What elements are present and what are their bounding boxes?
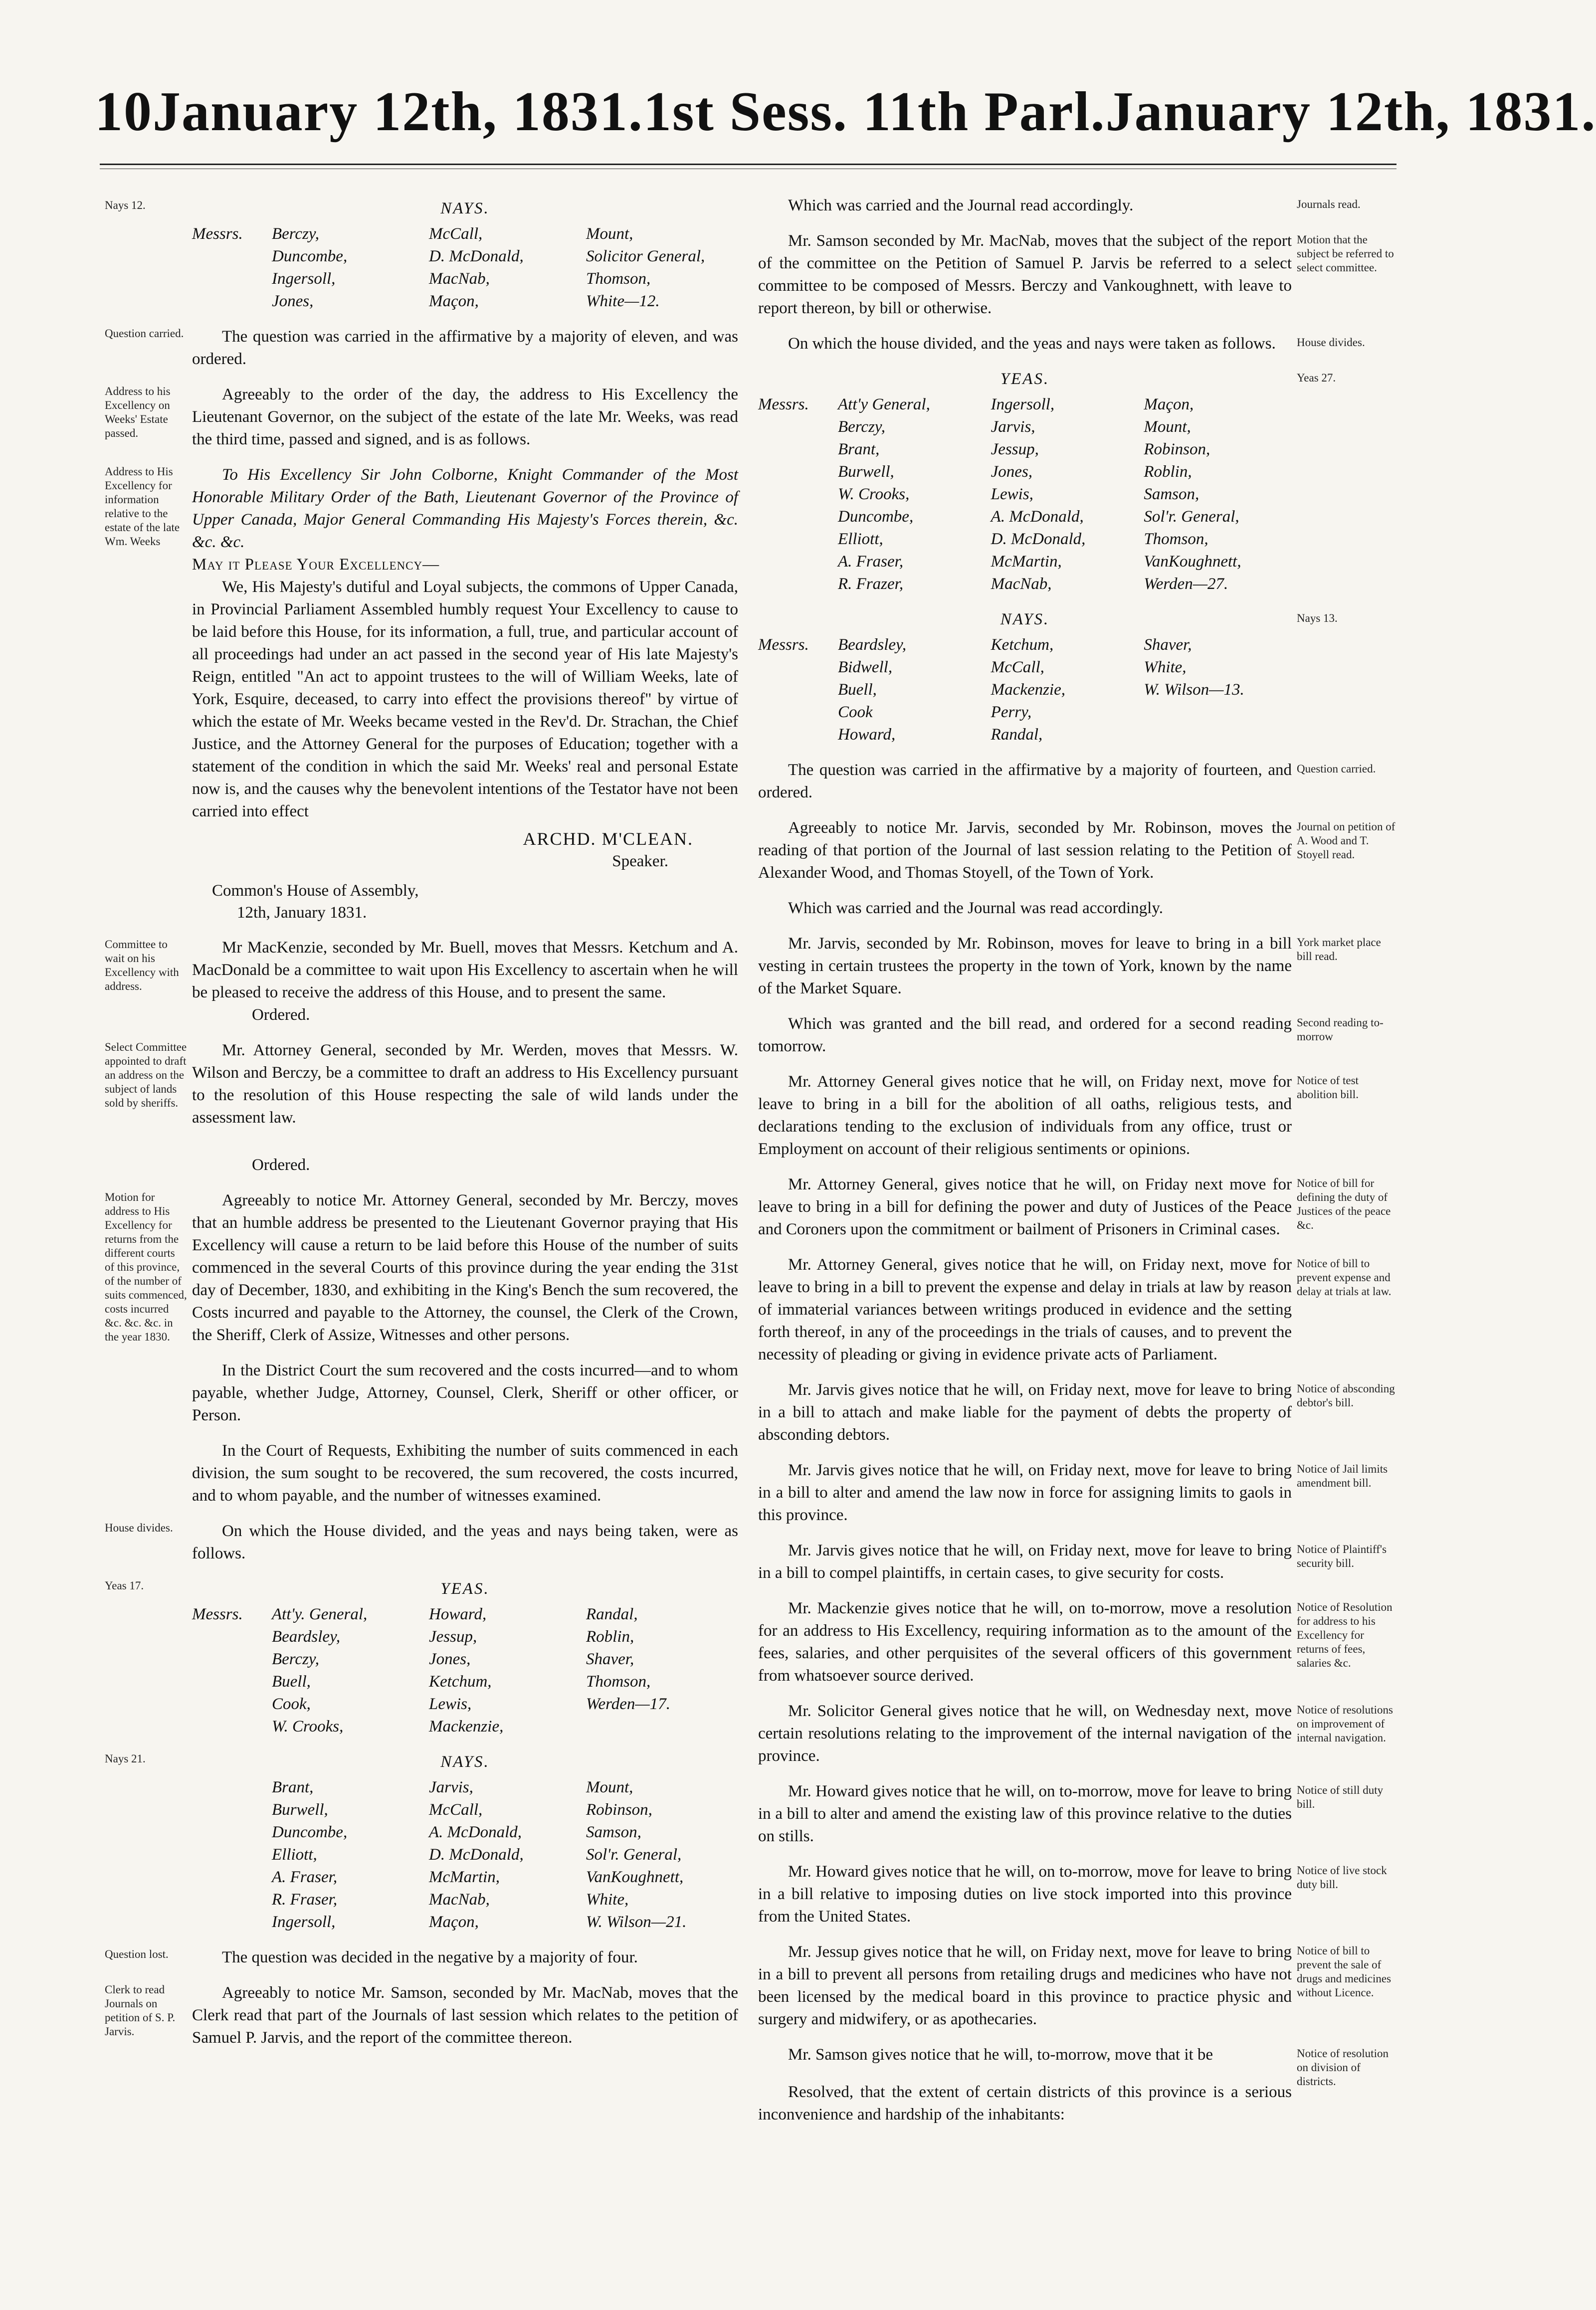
margin-note: Motion for address to His Excellency for returns from the different courts of this province, of the number of suits commenced, costs incurred &c. &c. &c. in the year 1830. <box>105 1191 187 1343</box>
nays12-block <box>105 197 738 313</box>
paragraph: Agreeably to notice Mr. Jarvis, seconded by Mr. Robinson, moves the reading of that portion of the Journal of last session relating to the Petition of Alexander Wood, and Thomas Stoyell, of the Town of York. <box>758 819 1292 882</box>
ordered: Ordered. <box>252 1006 310 1024</box>
paragraph: Mr. Attorney General, gives notice that he will, on Friday next move for leave to bring in a bill for defining the power and duty of Justices of the Peace and Coroners upon the commitment or bailment of Prisoners in Criminal cases. <box>758 1175 1292 1238</box>
select-committee-block <box>105 1039 738 1176</box>
name-cell: Brant, <box>272 1778 314 1796</box>
name-cell: Beardsley, <box>272 1628 341 1646</box>
name-cell: McMartin, <box>429 1868 500 1886</box>
name-cell: D. McDonald, <box>429 1846 524 1864</box>
paragraph: Agreeably to notice Mr. Samson, seconded by Mr. MacNab, moves that the Clerk read that part of the Journals of last session which relates to the petition of Samuel P. Jarvis, and the report of the committee thereon. <box>192 1984 738 2047</box>
name-cell <box>192 1821 267 1844</box>
margin-note: Clerk to read Journals on petition of S. P. Jarvis. <box>105 1983 176 2038</box>
name-cell: D. McDonald, <box>429 247 524 265</box>
name-cell: Howard, <box>429 1605 487 1623</box>
name-cell: Brant, <box>838 440 880 458</box>
signature: ARCHD. M'CLEAN. <box>523 829 693 849</box>
name-cell <box>758 701 833 724</box>
name-cell: Lewis, <box>429 1695 472 1713</box>
name-cell: Messrs. <box>758 395 809 413</box>
paragraph: Agreeably to notice Mr. Attorney General, seconded by Mr. Berczy, moves that an humble address be presented to the Lieutenant Governor praying that His Excellency will cause a return to be laid before this House of the number of suits commenced in the several Courts of this province during the year ending the 31st day of December, 1830, and exhibiting in the King's Bench the sum recovered, the Costs incurred and payable to the Attorney, the counsel, the Clerk of the Crown, the Sheriff, Clerk of Assize, Witnesses and other persons. <box>192 1191 738 1344</box>
name-cell <box>758 679 833 701</box>
nays21-block <box>105 1751 738 1933</box>
margin-note: Notice of bill to prevent the sale of drugs and medicines without Licence. <box>1297 1944 1392 1999</box>
justices-block <box>758 1173 1396 1241</box>
name-cell: VanKoughnett, <box>586 1868 684 1886</box>
margin-note: Notice of test abolition bill. <box>1297 1074 1359 1101</box>
margin-note: Notice of Resolution for address to his Excellency for returns of fees, salaries &c. <box>1297 1601 1393 1669</box>
paragraph: On which the House divided, and the yeas and nays being taken, were as follows. <box>192 1522 738 1562</box>
fees-resolution-block <box>758 1597 1396 1687</box>
wood-stoyell-block <box>758 817 1396 884</box>
districts-block <box>758 2044 1396 2126</box>
paragraph: Mr. Attorney General, gives notice that he will, on Friday next, move for leave to bring in a bill to prevent the expense and delay in trials at law by reason of immaterial variances between writings produced in evidence and the setting forth thereof, in any of the proceedings in the trials of causes, and to prevent the necessity of pleading or giving in evidence private acts of Parliament. <box>758 1256 1292 1363</box>
header-rule <box>100 164 1396 165</box>
absconding-block <box>758 1379 1396 1446</box>
margin-note: Nays 12. <box>105 199 146 211</box>
name-cell: A. Fraser, <box>838 553 904 571</box>
page-number: 10 <box>95 81 153 143</box>
commons-house: Common's House of Assembly, <box>212 882 419 900</box>
name-cell <box>1144 724 1292 746</box>
journal-read-block <box>758 897 1396 920</box>
margin-note: Nays 13. <box>1297 612 1338 624</box>
salutation: May it Please Your Excellency— <box>192 556 440 574</box>
paragraph: Mr. Jessup gives notice that he will, on Friday next, move for leave to bring in a bill to prevent all persons from retailing drugs and medicines who have not been licensed by the medical board in this province to practice physic and surgery and midwifery, or as apothecaries. <box>758 1943 1292 2028</box>
left-column <box>105 194 738 2062</box>
name-cell: Burwell, <box>838 463 894 481</box>
name-cell <box>1144 701 1292 724</box>
returns-motion-block <box>105 1189 738 1347</box>
margin-note: Notice of resolutions on improvement of internal navigation. <box>1297 1704 1393 1744</box>
name-cell: Thomson, <box>586 1673 651 1691</box>
name-cell: W. Wilson—13. <box>1144 681 1244 699</box>
name-cell <box>758 416 833 438</box>
name-cell: VanKoughnett, <box>1144 553 1241 571</box>
name-cell: Ingersoll, <box>991 395 1055 413</box>
name-cell: MacNab, <box>429 270 490 288</box>
name-cell <box>758 656 833 679</box>
name-cell: Berczy, <box>272 1650 319 1668</box>
nays13-names <box>758 634 1292 746</box>
name-cell <box>192 1911 267 1933</box>
margin-note: Question lost. <box>105 1948 169 1960</box>
name-cell: Randal, <box>991 726 1043 744</box>
test-abolition-block <box>758 1071 1396 1160</box>
name-cell: McCall, <box>429 225 483 243</box>
name-cell: Duncombe, <box>838 508 914 526</box>
name-cell: McMartin, <box>991 553 1062 571</box>
name-cell: Mackenzie, <box>429 1718 504 1735</box>
name-cell: Ketchum, <box>991 636 1054 654</box>
name-cell <box>758 528 833 551</box>
name-cell: Maçon, <box>429 292 479 310</box>
name-cell <box>192 1626 267 1648</box>
name-cell: Jones, <box>991 463 1033 481</box>
paragraph: Mr. Mackenzie gives notice that he will, on to-morrow, move a resolution for an address to His Excellency, requiring information as to the amount of the fees, salaries, and other perquisites of the several officers of this government from whatsoever source derived. <box>758 1599 1292 1685</box>
yeas27-block <box>758 368 1396 595</box>
name-cell <box>192 245 267 268</box>
paragraph: Which was carried and the Journal read accordingly. <box>788 196 1134 214</box>
name-cell: A. McDonald, <box>991 508 1084 526</box>
margin-note: Question carried. <box>1297 763 1376 775</box>
margin-note: Address to His Excellency for information relative to the estate of the late Wm. Weeks <box>105 465 180 548</box>
margin-note: Question carried. <box>105 327 184 340</box>
nays13-block <box>758 608 1396 746</box>
name-cell: Messrs. <box>758 636 809 654</box>
name-cell: Elliott, <box>272 1846 317 1864</box>
margin-note: York market place bill read. <box>1297 936 1381 962</box>
name-cell <box>192 1844 267 1866</box>
margin-note: Nays 21. <box>105 1752 146 1765</box>
name-cell <box>192 1648 267 1671</box>
paragraph: Mr. Jarvis gives notice that he will, on Friday next, move for leave to bring in a bill to compel plaintiffs, in certain cases, to give security for costs. <box>758 1541 1292 1582</box>
name-cell: Jessup, <box>429 1628 477 1646</box>
name-cell: D. McDonald, <box>991 530 1086 548</box>
paragraph: Mr. Howard gives notice that he will, on to-morrow, move for leave to bring in a bill to alter and amend the existing law of this province relative to the duties on stills. <box>758 1782 1292 1845</box>
name-cell: McCall, <box>429 1801 483 1819</box>
paragraph: The question was decided in the negative by a majority of four. <box>222 1948 638 1966</box>
margin-note: Notice of absconding debtor's bill. <box>1297 1382 1395 1409</box>
name-cell <box>192 1776 267 1799</box>
address-to: To His Excellency Sir John Colborne, Knight Commander of the Most Honorable Military Order of the Bath, Lieutenant Governor of the Province of Upper Canada, Major General Commanding His Majesty's Forces therein, &c. &c. &c. <box>192 466 738 551</box>
name-cell <box>192 1671 267 1693</box>
live-stock-block <box>758 1861 1396 1928</box>
name-cell: Randal, <box>586 1605 638 1623</box>
name-cell <box>758 461 833 483</box>
name-cell: W. Crooks, <box>272 1718 344 1735</box>
name-cell: Buell, <box>272 1673 311 1691</box>
district-court-block <box>105 1359 738 1427</box>
margin-note: Committee to wait on his Excellency with address. <box>105 938 179 992</box>
margin-note: Journal on petition of A. Wood and T. Stoyell read. <box>1297 820 1396 861</box>
delay-trials-block <box>758 1254 1396 1366</box>
name-cell: Buell, <box>838 681 877 699</box>
second-reading-block <box>758 1013 1396 1058</box>
name-cell: Ketchum, <box>429 1673 492 1691</box>
yeas27-names <box>758 393 1292 595</box>
question-carried-block <box>105 326 738 371</box>
name-cell <box>758 506 833 528</box>
name-cell: W. Wilson—21. <box>586 1913 687 1931</box>
nays-heading: NAYS. <box>440 1753 490 1771</box>
question-carried-block <box>758 759 1396 804</box>
paragraph: Which was granted and the bill read, and ordered for a second reading tomorrow. <box>758 1015 1292 1055</box>
name-cell: Jones, <box>272 292 314 310</box>
house-divides-block <box>105 1520 738 1565</box>
name-cell: Mount, <box>586 225 633 243</box>
margin-note: Notice of resolution on division of districts. <box>1297 2047 1389 2088</box>
name-cell: Cook, <box>272 1695 311 1713</box>
name-cell: Jessup, <box>991 440 1039 458</box>
name-cell: Werden—27. <box>1144 575 1228 593</box>
name-cell: Thomson, <box>1144 530 1208 548</box>
margin-note: Notice of Plaintiff's security bill. <box>1297 1543 1387 1569</box>
margin-note: Notice of still duty bill. <box>1297 1784 1384 1810</box>
clerk-read-block <box>105 1982 738 2049</box>
margin-note: Notice of Jail limits amendment bill. <box>1297 1463 1388 1489</box>
name-cell: Robinson, <box>1144 440 1210 458</box>
name-cell <box>192 290 267 313</box>
yeas17-block <box>105 1578 738 1738</box>
paragraph: Which was carried and the Journal was read accordingly. <box>788 899 1163 917</box>
samson-motion-block <box>758 230 1396 320</box>
name-cell: Thomson, <box>586 270 651 288</box>
nays21-names <box>192 1776 738 1933</box>
paragraph: Mr. Jarvis gives notice that he will, on Friday next, move for leave to bring in a bill to attach and make liable for the payment of debts the property of absconding debtors. <box>758 1381 1292 1444</box>
address-weeks-block <box>105 384 738 451</box>
ordered: Ordered. <box>252 1156 310 1174</box>
margin-note: Notice of bill for defining the duty of Justices of the peace &c. <box>1297 1177 1391 1231</box>
paragraph: Agreeably to the order of the day, the address to His Excellency the Lieutenant Governor, on the subject of the estate of the late Mr. Weeks, was read the third time, passed and signed, and is as follows. <box>192 385 738 448</box>
name-cell: MacNab, <box>991 575 1052 593</box>
name-cell <box>192 268 267 290</box>
margin-note: Yeas 27. <box>1297 372 1336 384</box>
name-cell: McCall, <box>991 658 1044 676</box>
paragraph: Mr. Howard gives notice that he will, on to-morrow, move for leave to bring in a bill relative to imposing duties on live stock imported into this province from the United States. <box>758 1863 1292 1925</box>
house-divides-block <box>758 333 1396 355</box>
margin-note: Journals read. <box>1297 198 1361 210</box>
name-cell <box>586 1716 738 1738</box>
paragraph: In the Court of Requests, Exhibiting the number of suits commenced in each division, the sum sought to be recovered, the sum recovered, the costs incurred, and to whom payable, and the number of witnesses examined. <box>192 1442 738 1505</box>
name-cell <box>758 573 833 595</box>
margin-note: Notice of live stock duty bill. <box>1297 1864 1387 1891</box>
name-cell <box>758 483 833 506</box>
paragraph: The question was carried in the affirmative by a majority of eleven, and was ordered. <box>192 328 738 368</box>
address-body: We, His Majesty's dutiful and Loyal subjects, the commons of Upper Canada, in Provincial Parliament Assembled humbly request Your Excellency to cause to be laid before this House, for its information, a full, true, and particular account of all proceedings had under an act passed in the second year of His late Majesty's Reign, entitled "An act to appoint trustees to the will of William Weeks, late of York, Esquire, deceased, to carry into effect the provisions thereof" by virtue of which the estate of Mr. Weeks became vested in the Rev'd. Dr. Strachan, the Chief Justice, and the Attorney General for the purposes of Education; together with a statement of the condition in which the said Mr. Weeks' real and personal Estate now is, and the causes why the benevolent intentions of the Testator have not been carried into effect <box>192 578 738 820</box>
name-cell: R. Frazer, <box>838 575 904 593</box>
margin-note: House divides. <box>1297 336 1365 349</box>
name-cell: Messrs. <box>192 225 243 243</box>
name-cell: Bidwell, <box>838 658 893 676</box>
margin-note: House divides. <box>105 1522 173 1534</box>
name-cell: Messrs. <box>192 1605 243 1623</box>
name-cell: R. Fraser, <box>272 1891 338 1909</box>
name-cell: Att'y. General, <box>272 1605 368 1623</box>
right-column <box>758 194 1396 2139</box>
page-header <box>95 80 1596 155</box>
name-cell: Howard, <box>838 726 896 744</box>
paragraph: On which the house divided, and the yeas and nays were taken as follows. <box>788 335 1276 353</box>
name-cell: Perry, <box>991 703 1032 721</box>
name-cell: W. Crooks, <box>838 485 910 503</box>
commons-date: 12th, January 1831. <box>237 904 367 922</box>
header-date-left: January 12th, 1831. <box>153 81 643 143</box>
name-cell <box>192 1889 267 1911</box>
name-cell: Mackenzie, <box>991 681 1065 699</box>
name-cell: Jones, <box>429 1650 471 1668</box>
resolved-paragraph: Resolved, that the extent of certain districts of this province is a serious inconvenience and hardship of the inhabitants: <box>758 2083 1292 2123</box>
name-cell: Samson, <box>1144 485 1199 503</box>
name-cell: Mount, <box>1144 418 1191 436</box>
paragraph: Mr. Attorney General, seconded by Mr. Werden, moves that Messrs. W. Wilson and Berczy, be a committee to draft an address to His Excellency pursuant to the resolution of this House respecting the sale of wild lands under the assessment law. <box>192 1041 738 1127</box>
drugs-block <box>758 1941 1396 2031</box>
yeas-heading: YEAS. <box>440 1580 490 1598</box>
name-cell: Att'y General, <box>838 395 930 413</box>
journals-read-block <box>758 194 1396 217</box>
paragraph: Mr. Jarvis gives notice that he will, on Friday next, move for leave to bring in a bill to alter and amend the law now in force for assigning limits to gaols in this province. <box>758 1461 1292 1524</box>
name-cell: Shaver, <box>1144 636 1192 654</box>
nays-heading: NAYS. <box>1000 610 1050 628</box>
court-requests-block <box>105 1440 738 1507</box>
name-cell: Maçon, <box>1144 395 1194 413</box>
name-cell: Beardsley, <box>838 636 907 654</box>
name-cell: Berczy, <box>272 225 319 243</box>
name-cell: Duncombe, <box>272 1823 348 1841</box>
committee-block <box>105 937 738 1026</box>
name-cell: White, <box>1144 658 1187 676</box>
nays-heading: NAYS. <box>440 199 490 217</box>
name-cell <box>758 724 833 746</box>
jail-limits-block <box>758 1459 1396 1527</box>
name-cell <box>758 438 833 461</box>
name-cell: Duncombe, <box>272 247 348 265</box>
yeas17-names <box>192 1603 738 1738</box>
margin-note: Yeas 17. <box>105 1579 144 1592</box>
name-cell: A. McDonald, <box>429 1823 522 1841</box>
paragraph: Mr. Samson gives notice that he will, to-morrow, move that it be <box>788 2046 1213 2064</box>
paragraph: Mr. Samson seconded by Mr. MacNab, moves that the subject of the report of the committee on the Petition of Samuel P. Jarvis be referred to a select committee to be composed of Messrs. Berczy and Vankoughnett, with leave to report thereon, by bill or otherwise. <box>758 232 1292 317</box>
name-cell: Solicitor General, <box>586 247 705 265</box>
paragraph: Mr. Jarvis, seconded by Mr. Robinson, moves for leave to bring in a bill vesting in certain trustees the property in the town of York, known by the name of the Market Square. <box>758 935 1292 997</box>
paragraph: In the District Court the sum recovered and the costs incurred—and to whom payable, whether Judge, Attorney, Counsel, Clerk, Sheriff or other officer, or Person. <box>192 1361 738 1424</box>
paragraph: Mr. Solicitor General gives notice that he will, on Wednesday next, move certain resolutions relating to the improvement of the internal navigation of the province. <box>758 1702 1292 1765</box>
name-cell: Sol'r. General, <box>1144 508 1239 526</box>
name-cell: Jarvis, <box>991 418 1035 436</box>
paragraph: The question was carried in the affirmative by a majority of fourteen, and ordered. <box>758 761 1292 801</box>
name-cell: Burwell, <box>272 1801 328 1819</box>
name-cell: Jarvis, <box>429 1778 473 1796</box>
margin-note: Motion that the subject be referred to select committee. <box>1297 233 1394 274</box>
address-info-block <box>105 464 738 924</box>
nays12-names <box>192 223 738 313</box>
name-cell: Robinson, <box>586 1801 652 1819</box>
margin-note: Notice of bill to prevent expense and delay at trials at law. <box>1297 1257 1392 1298</box>
york-market-block <box>758 933 1396 1000</box>
name-cell: Cook <box>838 703 873 721</box>
paragraph: Mr MacKenzie, seconded by Mr. Buell, moves that Messrs. Ketchum and A. MacDonald be a committee to wait upon His Excellency to ascertain when he will be pleased to receive the address of this House, and to present the same. <box>192 939 738 1001</box>
name-cell: Werden—17. <box>586 1695 670 1713</box>
name-cell: Roblin, <box>1144 463 1192 481</box>
name-cell: Lewis, <box>991 485 1033 503</box>
name-cell: Sol'r. General, <box>586 1846 682 1864</box>
paragraph: Mr. Attorney General gives notice that he will, on Friday next, move for leave to bring in a bill for the abolition of all oaths, religious tests, and declarations tending to the exclusion of individuals from any office, trust or Employment on account of their religious sentiments or opinions. <box>758 1073 1292 1158</box>
name-cell: Roblin, <box>586 1628 634 1646</box>
speaker-title: Speaker. <box>612 852 668 870</box>
margin-note: Address to his Excellency on Weeks' Estate passed. <box>105 385 171 439</box>
name-cell <box>192 1693 267 1716</box>
name-cell <box>758 551 833 573</box>
margin-note: Select Committee appointed to draft an address on the subject of lands sold by sheriffs. <box>105 1041 187 1109</box>
name-cell: Elliott, <box>838 530 883 548</box>
margin-note: Second reading to-morrow <box>1297 1016 1384 1043</box>
question-lost-block <box>105 1946 738 1969</box>
name-cell: A. Fraser, <box>272 1868 338 1886</box>
name-cell: Ingersoll, <box>272 270 336 288</box>
name-cell: MacNab, <box>429 1891 490 1909</box>
name-cell: Berczy, <box>838 418 885 436</box>
name-cell <box>192 1716 267 1738</box>
header-date-right: January 12th, 1831. <box>1105 81 1596 143</box>
name-cell: Shaver, <box>586 1650 634 1668</box>
name-cell: White—12. <box>586 292 660 310</box>
name-cell: Ingersoll, <box>272 1913 336 1931</box>
plaintiff-security-block <box>758 1540 1396 1584</box>
name-cell: Samson, <box>586 1823 641 1841</box>
yeas-heading: YEAS. <box>1000 370 1050 388</box>
name-cell <box>192 1866 267 1889</box>
header-session: 1st Sess. 11th Parl. <box>643 81 1106 143</box>
still-duty-block <box>758 1780 1396 1848</box>
name-cell: White, <box>586 1891 629 1909</box>
name-cell <box>192 1799 267 1821</box>
navigation-block <box>758 1700 1396 1767</box>
name-cell: Maçon, <box>429 1913 479 1931</box>
name-cell: Mount, <box>586 1778 633 1796</box>
